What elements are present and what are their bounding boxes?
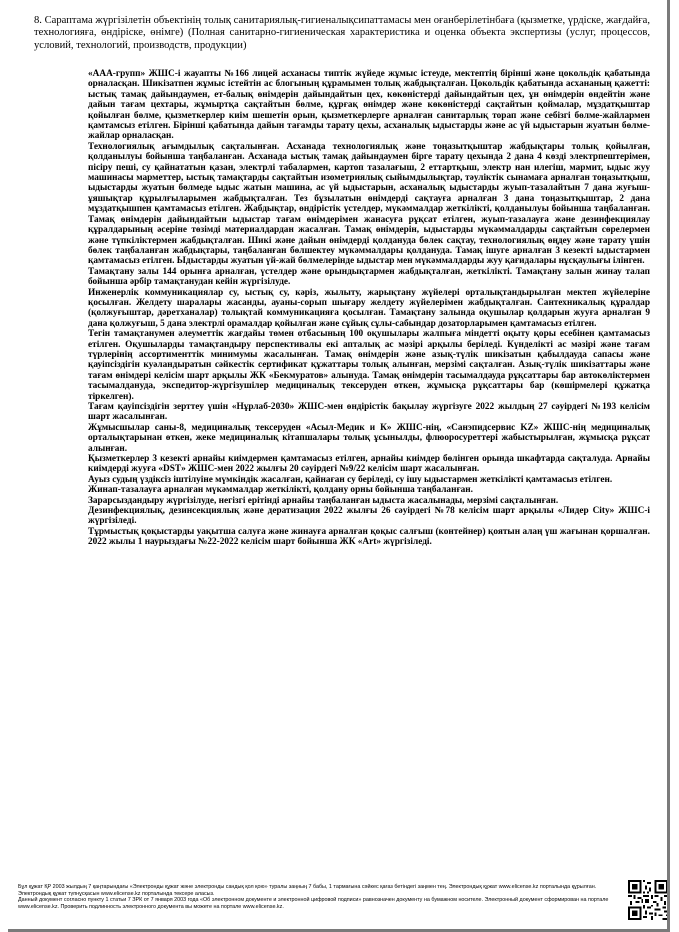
paragraph: Ауыз судың үздіксіз іштілуіне мүмкіндік жасалған, қайнаған су беріледі, су ішу ыдыстармен жеткілікті қамтамасыз етілген.	[88, 474, 613, 485]
qr-code-icon	[628, 880, 668, 920]
legal-footer	[18, 884, 618, 910]
paragraph: Технологиялық ағымдылық сақталынған. Асханада технологиялық және тоңазытқыштар жабдықтары толық қойылған, қолданылуы бойынша таңбаланған. Асханада ыстық тамақ дайындаумен бірге тарату цехында 2 дана 4 көзді электрпештерімен, пісіру пеші, су қайнататын қазан, электрлі табалармен, картоп тазалағыш, 2 еттартқыш, электр нан илегіш, мармит, ыдыс жуу машинасы марметтер, ыстық тамақтарды сақтайтын изометриялық сыйымдылықтар, тәуліктік сынамаға арналған тоңазытқыш, ыдыстарды жуатын бөлмеде ыдыс жатын машина, ас үй ыдыстарын, асханалық ыдыстарды жуып-тазалайтын 7 дана жуғыш-ұяшықтар құрылғыларымен жабдықталған. Тез бұзылатын өнімдерді сақтауға арналған 3 дана тоңазытқыштар, 2 дана мұздатқышпен қамтамасыз етілген. Жабдықтар, өндірістік үстелдер, мүкәммалдар жеткілікті, қолданылуы бойынша таңбаланған. Тамақ өнімдерін дайындайтын ыдыстар тағам өнімдерімен жанасуға рұқсат етілген, жуып-тазалауға және дезинфекциялау құралдарының әсеріне төзімді материалдардан жасалған. Тамақ өнімдерін, ыдыстарды мүкәммалдарды сақтайтын сөрелермен және түпкіліктермен жабдықталған. Шикі және дайын өнімдерді қолдануда бөлек сақтау, технологиялық өңдеу және тарату үшін бөлек таңбаланған жабдықтары, таңбаланған бөлшектеу мүкәммалдары қолдануда. Тамақ ішуге арналған 3 кезекті ыдыстармен қамтамасыз етілген. Ыдыстарды жуатын үй-жай бөлмелерінде ыдыстар мен мүкәммалдарды жуу қағидалары нұсқаулығы ілінген.	[88, 141, 650, 267]
section-heading: 8. Сараптама жүргізілетін объектінің толық санитариялық-гигиеналықсипаттамасы мен оғанберілетінбаға (қызметке, үрдіске, жағдайға, технологияға, өндіріске, өнімге) (Полная санитарно-гигиеническая характеристика и оценка объекта экспертизы (услуг, процессов, условий, технологий, производств, продукции)	[34, 15, 650, 51]
footer-russian: Данный документ согласно пункту 1 статьи 7 ЗРК от 7 января 2003 года «Об электронном документе и электронной цифровой подписи» равнозначен документу на бумажном носителе. Электронный документ сформирован на портале www.elicense.kz. Проверить подлинность электронного документа вы можете на портале www.elicense.kz.	[18, 897, 609, 910]
document-body	[88, 69, 650, 548]
paragraph: Жинап-тазалауға арналған мүкәммалдар жеткілікті, қолдану орны бойынша таңбаланған.	[88, 485, 473, 496]
paragraph: Тамақтану залы 144 орынға арналған, үстелдер және орындықтармен жабдықталған, жеткілікті. Тамақтану залын жинау талап бойынша әрбір тамақтанудан кейін жүргізілуде.	[88, 266, 650, 288]
paragraph: Тағам қауіпсіздігін зерттеу үшін «Нұрлаб-2030» ЖШС-мен өндірістік бақылау жүргізуге 2022 жылдың 27 сәуірдегі №193 келісім шарт жасалынған.	[88, 402, 650, 423]
paragraph: Жұмысшылар саны-8, медициналық тексеруден «Асыл-Медик и К» ЖШС-нің, «Санэпидсервис KZ» ЖШС-нің медициналық орталықтарынан өткен, жеке медициналық кітапшалары толық ұсынылды, флюоросуреттері жабыстырылған, жұмысқа рұқсат алынған.	[88, 422, 650, 454]
paragraph: Қызметкерлер 3 кезекті арнайы киімдермен қамтамасыз етілген, арнайы киімдер бөлінген орында шкафтарда сақталуда. Арнайы киімдерді жууға «DST» ЖШС-мен 2022 жылғы 20 сәуірдегі №9/22 келісім шарт жасалынған.	[88, 454, 650, 475]
document-page	[8, 0, 670, 932]
paragraph: Инженерлік коммуникациялар су, ыстық су, кәріз, жылыту, жарықтану жүйелері орталықтандырылған мектеп жүйелеріне қосылған. Желдету шаралары жасанды, ауаны-сорып шығару желдету жүйелерімен жабдықталған. Сантехникалық құралдар (қолжуғыштар, дәретханалар) толықтай коммуникацияға қосылған. Тамақтану залында оқушылар қолдарын жууға арналған 9 дана қолжуғыш, 5 дана электрлі орамалдар қойылған және сұйық сұлы-сабындар дозаторларымен қамтамасыз етілген.	[88, 287, 650, 329]
paragraph: «ААА-групп» ЖШС-і жауапты №166 лицей асханасы типтік жүйеде жұмыс істеуде, мектептің бірінші және цокольдік қабатында орналасқан. Шикізатпен жұмыс істейтін ас блогының құрамымен толық жабдықталған. Цокольдік қабатында асхананың қажетті: ыстық тамақ дайындаумен, ет-балық өнімдерін дайындайтын цех, көкөністерді дайындайтын цех, ұн өнімдерін өндейтін және дайын тағам цехтары, жұмыртқа сақтайтын бөлме, құрғақ өнімдер және көкөністерді сақтайтын қоймалар, мұздатқыштар қойылған бөлме, қызметкерлер киім шешетін орын, қызметкерлерге арналған санитарлық торап және себізгі бөлме-жайлармен қамтамсыз етілген. Бірінші қабатында дайын тағамды тарату цехы, асханалық ыдыстарды және ас үй ыдыстарын жуатын бөлме-жайлар орналасқан.	[88, 69, 650, 142]
paragraph: Зарарсыздандыру жүргізілуде, негізгі ерітінді арнайы таңбаланған ыдыста жасалынады, мерзімі сақталынған.	[88, 495, 559, 506]
paragraph: Тұрмыстық қоқыстарды уақытша салуға және жинауға арналған қоқыс салғыш (контейнер) қоятын алаң үш жағынан қоршалған. 2022 жылы 1 наурыздағы №22-2022 келісім шарт бойынша ЖК «Art» жүргізіледі.	[88, 526, 650, 548]
paragraph: Дезинфекциялық, дезинсекциялық және дератизация 2022 жылғы 26 сәуірдегі №78 келісім шарт арқылы «Лидер City» ЖШС-і жүргізіледі.	[88, 506, 650, 527]
paragraph: Тегін тамақтанумен әлеуметтік жағдайы төмен отбасының 100 оқушылары жалпыға міндетті оқыту қоры есебінен қамтамасыз етілген. Оқушыларды тамақтандыру перспективалы екі апталық ас мәзірі арқылы беріледі. Күнделікті ас мәзірі және тағам түрлерінің ассортименттік минимумы жасалынған. Тамақ өнімдерін және азық-түлік шикізатын қабылдауда сапасы және қауіпсіздігін куәландыратын сәйкестік сертификат құжаттары толық алынған, мерзімі сақталған. Азық-түлік шикізаттары және тағам өнімдері келісім шарт арқылы ЖК «Бекмуратов» алынуда. Тамақ өнімдерін тасымалдауда рұқсаттары бар автокөліктермен тасымалдануда, экспедитор-жүргізушілер медициналық тексеруден өткен, жұмысқа рұқсаттары бар (көшірмелері құжатқа тіркелген).	[88, 329, 650, 402]
footer-kazakh: Бұл құжат ҚР 2003 жылдың 7 қаңтарындағы «Электронды құжат және электронды сандық қол қою» туралы заңның 7 бабы, 1 тармағына сәйкес қағаз бетіндегі заңмен тең. Электрондық құжат www.elicense.kz порталында құрылған. Электрондық құжат түпнұсқасын www.elicense.kz порталында тексере аласыз.	[18, 884, 597, 897]
